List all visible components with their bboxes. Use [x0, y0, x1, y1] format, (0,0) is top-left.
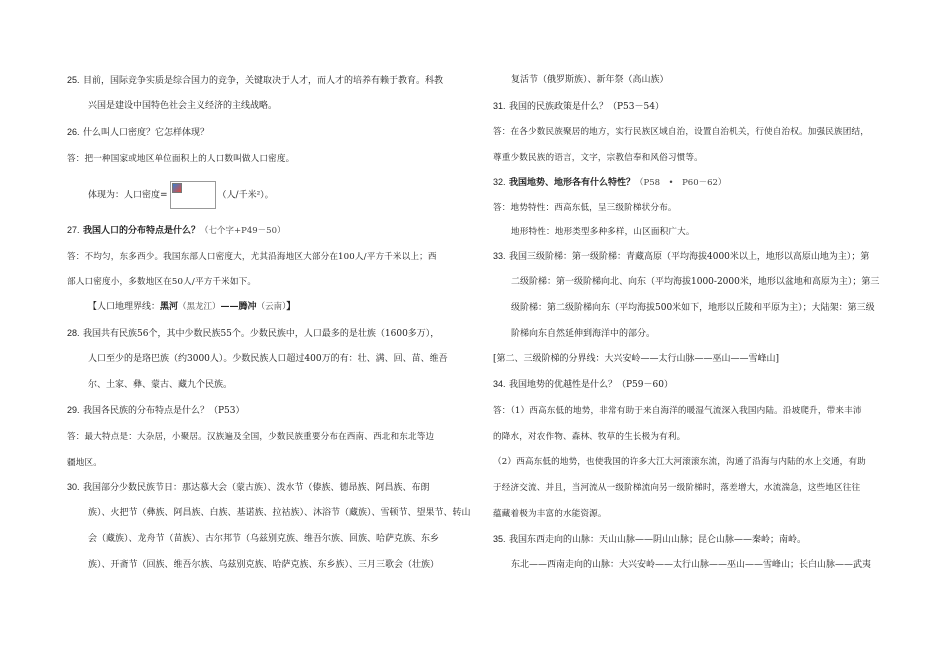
q33-boundary: [第二、三级阶梯的分界线：大兴安岭——太行山脉——巫山——雪峰山]	[493, 354, 780, 364]
q29-answer-line2: 疆地区。	[67, 458, 102, 468]
q32-question: 32. 我国地势、地形各有什么特性？（P58 • P60－62）	[493, 177, 727, 188]
q27-boundary: 【人口地理界线：黑河（黑龙江）——腾冲（云南）】	[88, 302, 296, 312]
q34-answer1-line2: 的降水，对农作物、森林、牧草的生长极为有利。	[493, 432, 686, 442]
q29-answer-line1: 答：最大特点是：大杂居，小聚居。汉族遍及全国，少数民族重要分布在西南、西北和东北等边	[67, 432, 435, 442]
q33-line2: 二级阶梯：第一级阶梯向北、向东（平均海拔1000-2000米，地形以盆地和高原为主）；第三	[511, 277, 880, 287]
q35-line2: 东北——西南走向的山脉：大兴安岭——太行山脉——巫山——雪峰山；长白山脉——武夷	[511, 560, 872, 570]
q28-line3: 尔、土家、彝、蒙古、藏九个民族。	[88, 380, 233, 390]
q32-answer-line2: 地形特性：地形类型多种多样，山区面积广大。	[511, 227, 695, 237]
q27-question: 27. 我国人口的分布特点是什么？（七个字+P49－50）	[67, 225, 286, 236]
q30-number: 30.	[67, 482, 80, 492]
q26-number: 26.	[67, 127, 80, 137]
q26-formula: 体现为：人口密度= （人/千米²）。	[88, 181, 274, 209]
q25-number: 25.	[67, 75, 80, 85]
q25-line1: 25. 目前，国际竞争实质是综合国力的竞争，关键取决于人才，而人才的培养有赖于教育。科教	[67, 75, 444, 86]
q31-question: 31. 我国的民族政策是什么？（P53－54）	[493, 101, 664, 112]
q34-answer2-line2: 于经济交流、并且，当河流从一级阶梯流向另一级阶梯时，落差增大，水流湍急，这些地区往往	[493, 483, 861, 493]
q29-question: 29. 我国各民族的分布特点是什么？（P53）	[67, 405, 245, 416]
q35-number: 35.	[493, 534, 506, 544]
q33-line4: 阶梯向东自然延伸到海洋中的部分。	[511, 329, 656, 339]
q34-answer2-line3: 蕴藏着极为丰富的水能资源。	[493, 509, 607, 519]
q35-line1: 35. 我国东西走向的山脉：天山山脉——阴山山脉；昆仑山脉——秦岭；南岭。	[493, 534, 807, 545]
q27-number: 27.	[67, 225, 80, 235]
q25-line2: 兴国是建设中国特色社会主义经济的主线战略。	[88, 101, 278, 111]
q28-line1: 28. 我国共有民族56个，其中少数民族55个。少数民族中，人口最多的是壮族（1600多万），	[67, 328, 440, 339]
q30-line1: 30. 我国部分少数民族节日：那达慕大会（蒙古族）、泼水节（傣族、德昂族、阿昌族、布朗	[67, 482, 430, 493]
q30-line3: 会（藏族）、龙舟节（苗族）、古尔邦节（乌兹别克族、维吾尔族、回族、哈萨克族、东乡	[88, 534, 440, 544]
q34-number: 34.	[493, 379, 506, 389]
q27-answer-line2: 部人口密度小，多数地区在50人/平方千米如下。	[67, 277, 257, 287]
q31-number: 31.	[493, 101, 506, 111]
q31-answer-line1: 答：在各少数民族聚居的地方，实行民族区域自治，设置自治机关，行使自治权。加强民族团结，	[493, 127, 869, 137]
q33-number: 33.	[493, 251, 506, 261]
q33-line1: 33. 我国三级阶梯：第一级阶梯：青藏高原（平均海拔4000米以上，地形以高原山地为主）；第	[493, 251, 870, 262]
broken-image-icon	[170, 181, 216, 209]
q34-answer2-line1: （2）西高东低的地势，也使我国的许多大江大河滚滚东流，沟通了沿海与内陆的水上交通，有助	[493, 457, 866, 467]
q30-line2: 族）、火把节（彝族、阿昌族、白族、基诺族、拉祜族）、沐浴节（藏族）、雪顿节、望果节、转山	[88, 508, 471, 518]
q32-answer-line1: 答：地势特性：西高东低，呈三级阶梯状分布。	[493, 203, 677, 213]
q34-question: 34. 我国地势的优越性是什么？（P59－60）	[493, 379, 673, 390]
q32-number: 32.	[493, 177, 506, 187]
q26-question: 26. 什么叫人口密度？它怎样体现？	[67, 127, 210, 138]
q34-answer1-line1: 答：（1）西高东低的地势，非常有助于来自海洋的暖湿气流深入我国内陆。沿坡爬升，带来丰沛	[493, 406, 862, 416]
q30-line4: 族）、开斋节（回族、维吾尔族、乌兹别克族、哈萨克族、东乡族）、三月三歌会（壮族）	[88, 560, 440, 570]
q28-number: 28.	[67, 328, 80, 338]
q26-answer: 答：把一种国家或地区单位面积上的人口数叫做人口密度。	[67, 154, 295, 164]
q29-number: 29.	[67, 405, 80, 415]
q27-answer-line1: 答：不均匀，东多西少。我国东部人口密度大，尤其沿海地区大部分在100人/平方千米以上；西	[67, 252, 437, 262]
q33-line3: 级阶梯：第二级阶梯向东（平均海拔500米如下，地形以丘陵和平原为主）；大陆架：第三级	[511, 303, 875, 313]
q30-line5: 复活节（俄罗斯族）、新年祭（高山族）	[511, 75, 669, 85]
q28-line2: 人口至少的是珞巴族（约3000人）。少数民族人口超过400万的有：壮、满、回、苗、维吾	[88, 354, 448, 364]
q31-answer-line2: 尊重少数民族的语言，文字，宗教信奉和风俗习惯等。	[493, 153, 703, 163]
